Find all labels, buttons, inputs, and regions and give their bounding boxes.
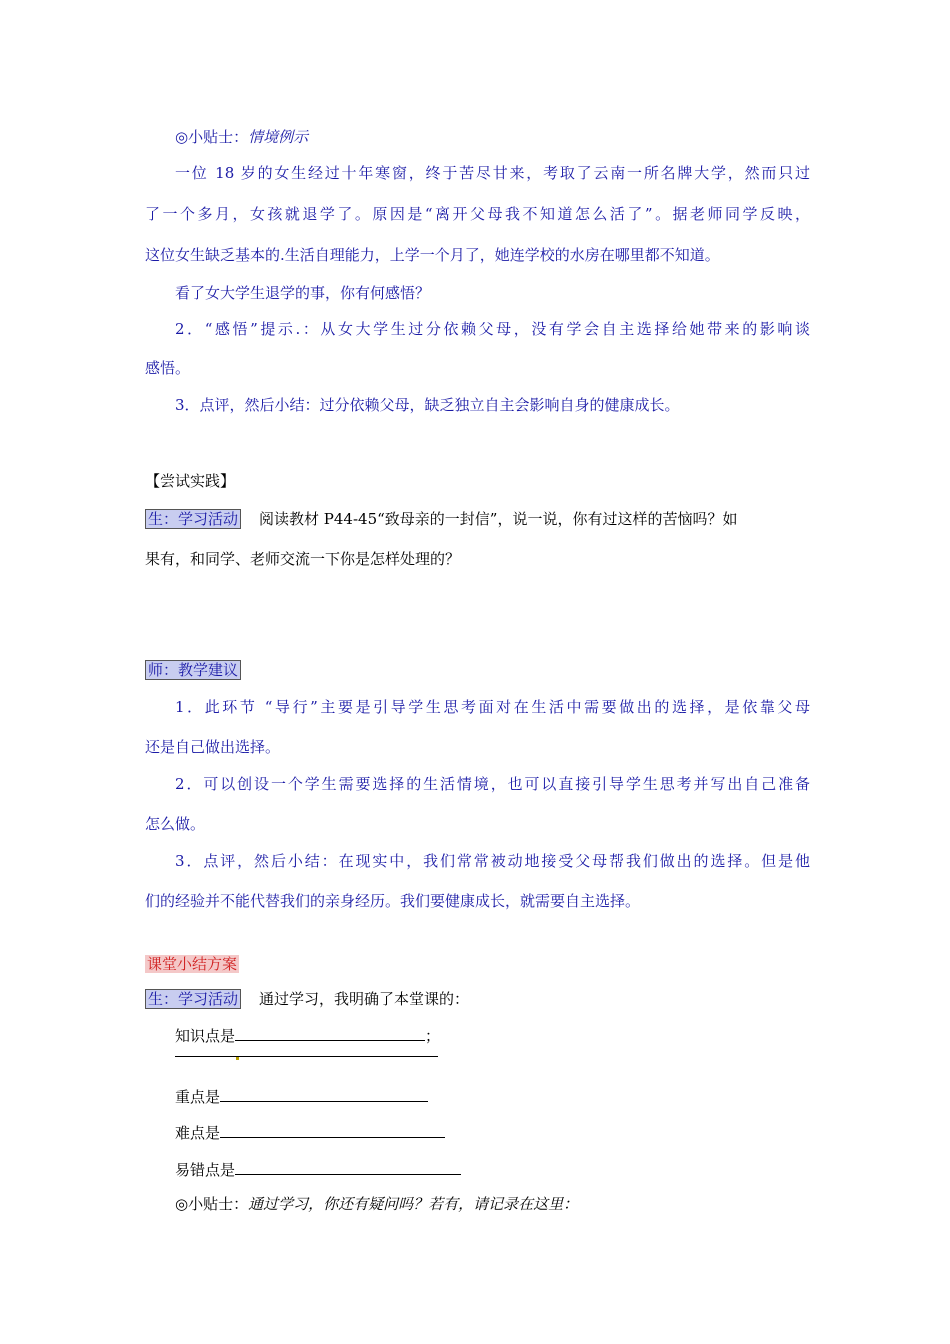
stray-dot xyxy=(236,1057,239,1060)
teacher-item-2-line-2: 怎么做。 xyxy=(145,815,206,833)
tip2-text: 通过学习，你还有疑问吗？若有，请记录在这里： xyxy=(248,1195,579,1213)
practice-line-1: 阅读教材 P44-45“致母亲的一封信”，说一说，你有过这样的苦恼吗？如 xyxy=(259,510,738,528)
story-line-2: 了一个多月，女孩就退学了。原因是“离开父母我不知道怎么活了”。据老师同学反映， xyxy=(145,205,810,223)
knowledge-blank[interactable] xyxy=(235,1024,425,1041)
hint-line-1: 2．“感悟”提示.：从女大学生过分依赖父母，没有学会自主选择给她带来的影响谈 xyxy=(175,320,810,338)
knowledge-end: ； xyxy=(425,1027,441,1045)
tip-title: 情境例示 xyxy=(248,128,309,146)
tip2-prefix: ◎小贴士： xyxy=(175,1195,249,1213)
key-point-blank[interactable] xyxy=(220,1085,428,1102)
summary-activity xyxy=(145,988,810,1010)
error-prone-blank[interactable] xyxy=(235,1158,461,1175)
teacher-item-2-line-1: 2．可以创设一个学生需要选择的生活情境，也可以直接引导学生思考并写出自己准备 xyxy=(175,775,810,793)
teacher-item-1-line-1: 1．此环节 “导行”主要是引导学生思考面对在生活中需要做出的选择，是依靠父母 xyxy=(175,698,810,716)
teacher-item-3-line-2: 们的经验并不能代替我们的亲身经历。我们要健康成长，就需要自主选择。 xyxy=(145,892,641,910)
tip-questions xyxy=(175,1193,810,1215)
difficulty-blank[interactable] xyxy=(220,1121,445,1138)
class-summary-heading-row xyxy=(145,953,810,975)
hint-line-2: 感悟。 xyxy=(145,359,191,377)
summary-intro: 通过学习，我明确了本堂课的： xyxy=(259,990,470,1008)
practice-heading: 【尝试实践】 xyxy=(145,472,236,490)
practice-line-2: 果有，和同学、老师交流一下你是怎样处理的？ xyxy=(145,550,461,568)
summary-activity-tag: 生：学习活动 xyxy=(145,989,241,1009)
key-point-row xyxy=(175,1085,810,1108)
knowledge-label: 知识点是 xyxy=(175,1027,236,1045)
difficulty-label: 难点是 xyxy=(175,1124,221,1142)
story-line-1: 一位 18 岁的女生经过十年寒窗，终于苦尽甘来，考取了云南一所名牌大学，然而只过 xyxy=(175,164,810,182)
review-summary: 3．点评，然后小结：过分依赖父母，缺乏独立自主会影响自身的健康成长。 xyxy=(175,396,680,414)
knowledge-continuation-row xyxy=(175,1040,810,1063)
error-prone-label: 易错点是 xyxy=(175,1161,236,1179)
error-prone-row xyxy=(175,1158,810,1181)
teacher-suggestion-header xyxy=(145,659,810,681)
reflection-question: 看了女大学生退学的事，你有何感悟？ xyxy=(175,284,431,302)
tip-situation xyxy=(175,126,810,148)
difficulty-row xyxy=(175,1121,810,1144)
teacher-suggestion-tag: 师：教学建议 xyxy=(145,660,241,680)
knowledge-blank-2[interactable] xyxy=(175,1040,438,1057)
story-line-3: 这位女生缺乏基本的.生活自理能力，上学一个月了，她连学校的水房在哪里都不知道。 xyxy=(145,246,720,264)
teacher-item-1-line-2: 还是自己做出选择。 xyxy=(145,738,281,756)
teacher-item-3-line-1: 3．点评，然后小结：在现实中，我们常常被动地接受父母帮我们做出的选择。但是他 xyxy=(175,852,810,870)
key-point-label: 重点是 xyxy=(175,1088,221,1106)
practice-activity xyxy=(145,508,810,530)
student-activity-tag: 生：学习活动 xyxy=(145,509,241,529)
class-summary-heading: 课堂小结方案 xyxy=(147,955,238,973)
tip-prefix: ◎小贴士： xyxy=(175,128,249,146)
